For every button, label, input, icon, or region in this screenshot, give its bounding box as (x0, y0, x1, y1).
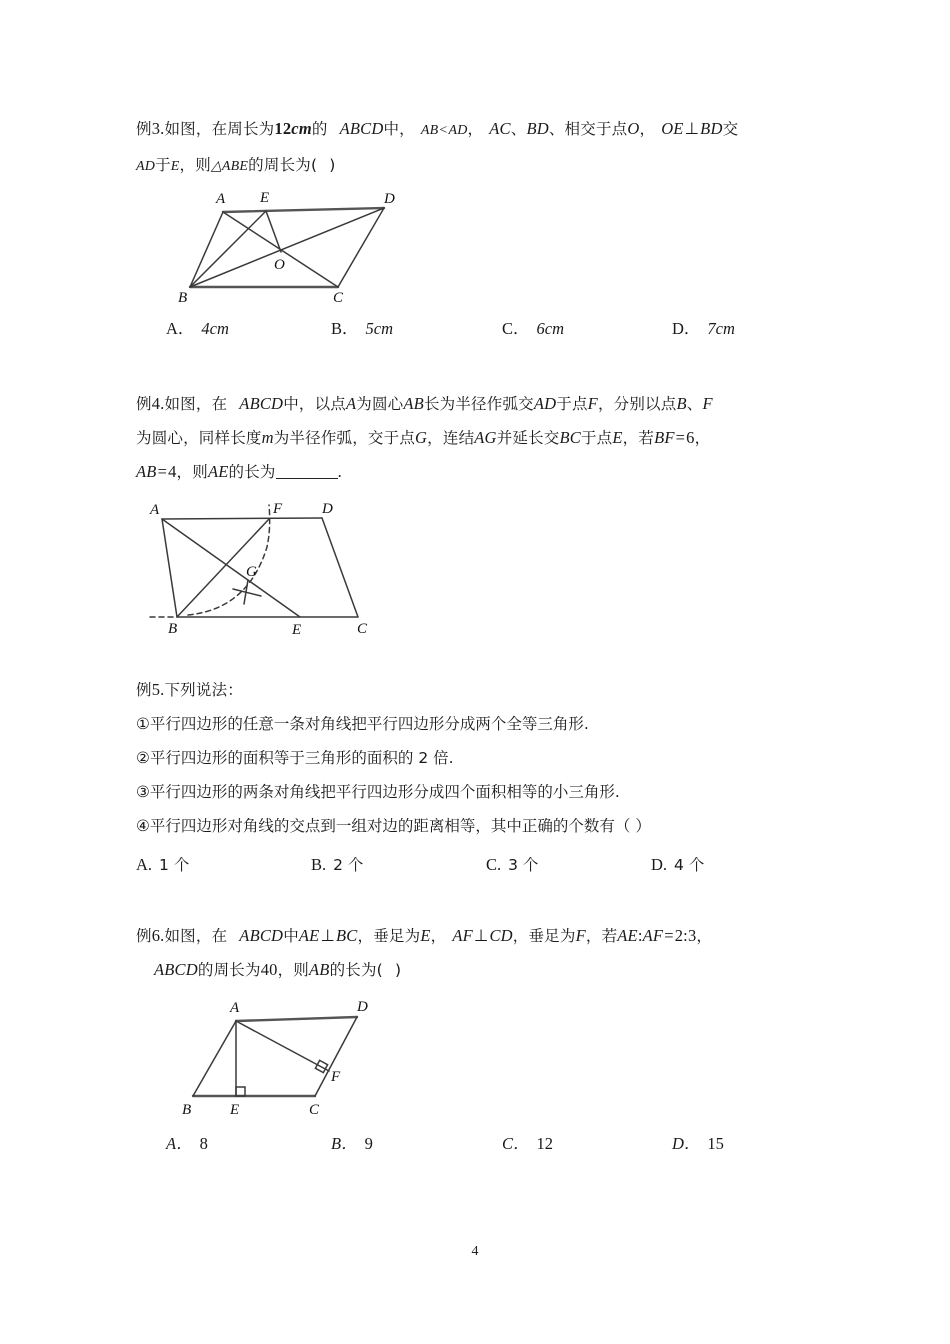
label-F: F (331, 1069, 341, 1085)
ex3-l2-p3: 的周长为( (248, 156, 318, 174)
ex3-l2-tri: △ABE (210, 159, 249, 174)
ex4-l3-abv: 4 (168, 462, 177, 481)
ex4-l2-bfv: 6 (686, 428, 695, 447)
ex3-l1-p6: 、 (510, 120, 527, 138)
example-3-figure (178, 190, 826, 305)
label-E: E (292, 622, 302, 637)
ex4-l3-ae: AE (207, 462, 229, 481)
example-4-line-1 (136, 387, 826, 421)
example-4-figure (140, 497, 826, 637)
right-angle-marker-E (236, 1087, 245, 1096)
ex5-statement-1: ①平行四边形的任意一条对角线把平行四边形分成两个全等三角形. (136, 715, 589, 733)
ex3-l1-p7: 、相交于点 (548, 120, 628, 138)
ex6-l2-p1: 的周长为 (197, 961, 261, 979)
ex3-l1-seg1: AC (489, 119, 511, 138)
ex4-l2-p7: ， (694, 429, 711, 447)
ex3-l1-p1: 例 (136, 120, 152, 138)
example-6-diagram-svg (172, 995, 422, 1120)
ex6-l1-p7: ，若 (585, 927, 618, 945)
ex3-choice-C-label: C． (502, 319, 530, 338)
example-5-title (136, 673, 826, 707)
ex4-l1-p3: 中，以点 (283, 395, 346, 413)
ex3-l1-p2: 如图，在周长为 (164, 120, 275, 138)
ex3-choice-A-value: 4 (201, 319, 210, 338)
ex4-l1-quad: ABCD (239, 394, 284, 413)
ex6-choice-A-value: 8 (199, 1134, 208, 1153)
ex6-l1-perp2: ⊥ (473, 926, 489, 945)
page-content (136, 112, 826, 1160)
ex4-l1-p5: 长为半径作弧交 (423, 395, 534, 413)
label-A: A (216, 191, 226, 207)
ex6-l2-p3: 的长为( (329, 961, 383, 979)
ex4-l1-p8: 、 (686, 395, 703, 413)
ex4-l1-p4: 为圆心 (356, 395, 404, 413)
ex4-l2-g: G (415, 428, 428, 447)
ex3-l1-ineq-op: < (439, 123, 448, 138)
ex5-choice-B-value: 2 个 (333, 856, 364, 874)
seg-AD (236, 1017, 357, 1021)
ex6-choice-C-label: C． (502, 1134, 530, 1153)
example-5-choices (136, 853, 826, 883)
ex4-l1-p1: 例 (136, 395, 152, 413)
label-C: C (357, 621, 368, 637)
ex3-l1-p5: ， (467, 120, 484, 138)
ex4-l1-f2: F (702, 394, 713, 413)
ex3-choice-D[interactable] (672, 315, 735, 339)
ex3-l1-num: 3. (151, 119, 165, 138)
ex6-choice-A-label: A． (166, 1134, 193, 1153)
ex5-statement-4: ④平行四边形对角线的交点到一组对边的距离相等，其中正确的个数有（ ） (136, 817, 651, 835)
ex3-l2-seg: AD (136, 159, 156, 174)
ex6-choice-D[interactable] (672, 1130, 724, 1154)
ex4-l1-p7: ，分别以点 (597, 395, 677, 413)
ex3-l1-p4: 中， (383, 120, 415, 138)
ex4-l1-p6: 于点 (556, 395, 588, 413)
ex4-l2-ag: AG (474, 428, 497, 447)
example-5-block (136, 673, 826, 883)
ex3-choice-D-label: D． (672, 319, 701, 338)
ex3-l2-p1: 于 (155, 156, 171, 174)
ex5-choice-B-label: B. (311, 855, 327, 874)
seg-AE (162, 519, 300, 617)
example-6-choices (166, 1130, 826, 1160)
ex4-l3-p2: 的长为 (228, 463, 276, 481)
ex6-choice-A[interactable] (166, 1130, 208, 1154)
ex3-choice-C[interactable] (502, 315, 564, 339)
example-4-line-2 (136, 421, 826, 455)
example-4-diagram-svg (140, 497, 410, 637)
ex3-l2-pt: E (170, 159, 180, 174)
ex4-l3-eq: = (157, 462, 168, 481)
ex6-l1-perp: ⊥ (320, 926, 336, 945)
ex3-choice-D-value: 7 (707, 319, 716, 338)
ex6-l1-p3: 中 (283, 927, 299, 945)
seg-AD (223, 208, 384, 212)
seg-DC (322, 518, 358, 617)
seg-EO (266, 211, 281, 252)
ex4-l2-bf: BF (654, 428, 675, 447)
label-D: D (384, 191, 395, 207)
ex4-l3-p3: . (337, 462, 342, 481)
ex4-l1-p2: 如图，在 (164, 395, 228, 413)
ex6-l1-ratio-l: AE (617, 926, 638, 945)
seg-AB (193, 1021, 236, 1096)
ex5-choice-C[interactable] (486, 853, 538, 875)
ex6-choice-B[interactable] (331, 1130, 373, 1154)
ex3-l1-perp-l: OE (661, 119, 684, 138)
ex6-choice-C-value: 12 (536, 1134, 554, 1153)
seg-AF (236, 1021, 329, 1071)
ex3-choice-A-label: A． (166, 319, 195, 338)
example-3-line-1 (136, 112, 826, 148)
ex6-choice-D-label: D． (672, 1134, 701, 1153)
ex6-l1-p6: ，垂足为 (512, 927, 576, 945)
example-3-line-2 (136, 148, 826, 184)
seg-DC (338, 208, 384, 287)
ex6-l2-perim: 40 (260, 960, 278, 979)
ex5-t-p1: 例 (136, 681, 152, 699)
example-3-choices (166, 315, 826, 345)
ex6-choice-C[interactable] (502, 1130, 553, 1154)
example-3-block (136, 112, 826, 345)
label-D: D (322, 501, 333, 517)
ex3-choice-B[interactable] (331, 315, 393, 339)
label-E: E (260, 190, 270, 206)
label-B: B (178, 290, 188, 305)
ex6-l2-quad: ABCD (154, 960, 198, 979)
ex3-l1-p3: 的 (311, 120, 328, 138)
ex4-l1-b: B (676, 394, 687, 413)
ex6-l1-cd: CD (489, 926, 513, 945)
ex4-l1-ad: AD (533, 394, 557, 413)
ex5-choice-A-value: 1 个 (159, 856, 190, 874)
example-4-block (136, 387, 826, 637)
ex6-l1-num: 6. (151, 926, 165, 945)
arc-center-A (188, 505, 270, 615)
ex5-choice-C-label: C. (486, 855, 502, 874)
ex5-choice-D-value: 4 个 (674, 856, 705, 874)
ex6-l1-quad: ABCD (239, 926, 284, 945)
label-G: G (246, 564, 257, 580)
ex4-l2-p4: 并延长交 (496, 429, 560, 447)
label-B: B (168, 621, 178, 637)
label-F: F (273, 501, 283, 517)
ex3-choice-C-unit: cm (544, 319, 565, 338)
ex6-l1-p4: ，垂足为 (357, 927, 421, 945)
example-6-block (136, 919, 826, 1160)
ex5-choice-B[interactable] (311, 853, 363, 875)
ex6-l1-f: F (575, 926, 586, 945)
ex4-l1-f: F (587, 394, 598, 413)
ex5-choice-A-label: A. (136, 855, 153, 874)
ex6-l1-p8: ， (696, 927, 713, 945)
ex3-choice-B-label: B． (331, 319, 359, 338)
ex6-l1-e: E (420, 926, 431, 945)
seg-AD (162, 518, 322, 519)
ex6-l1-af: AF (452, 926, 473, 945)
ex4-l2-e: E (612, 428, 623, 447)
ex3-l1-ineq-r: AD (448, 123, 468, 138)
ex6-l1-ae: AE (298, 926, 320, 945)
label-A: A (150, 502, 160, 518)
label-O: O (274, 257, 285, 273)
ex4-l3-p1: ，则 (176, 463, 208, 481)
label-A: A (230, 1000, 240, 1016)
example-6-line-1 (136, 919, 826, 953)
ex3-l1-quad: ABCD (339, 119, 384, 138)
ex6-l1-ratio-v: 2:3 (674, 926, 697, 945)
ex4-l2-p3: ，连结 (427, 429, 475, 447)
seg-BE (190, 211, 266, 287)
ex3-l1-p9: 交 (722, 120, 739, 138)
ex3-choice-A[interactable] (166, 315, 229, 339)
ex6-l1-colon: : (637, 926, 643, 945)
ex5-choice-C-value: 3 个 (508, 856, 539, 874)
ex3-choice-B-value: 5 (365, 319, 374, 338)
ex3-choice-B-unit: cm (373, 319, 394, 338)
ex3-l2-p4: ) (329, 156, 336, 174)
ex6-l1-bc: BC (336, 926, 358, 945)
ex6-l1-eq: = (664, 926, 674, 945)
example-6-line-2 (136, 953, 826, 987)
ex6-choice-B-label: B． (331, 1134, 358, 1153)
page-number: 4 (471, 1244, 479, 1259)
label-E: E (230, 1102, 240, 1118)
ex4-l1-a: A (346, 394, 357, 413)
ex5-choice-D-label: D. (651, 855, 668, 874)
ex4-l1-ab: AB (403, 394, 424, 413)
ex6-l2-p2: ，则 (277, 961, 310, 979)
ex6-l1-p1: 例 (136, 927, 152, 945)
ex3-choice-D-unit: cm (715, 319, 735, 338)
ex4-answer-blank[interactable] (276, 464, 338, 479)
ex4-l1-num: 4. (151, 394, 165, 413)
ex5-choice-A[interactable] (136, 853, 189, 875)
seg-AB (162, 519, 177, 617)
ex3-l1-p8: ， (639, 120, 656, 138)
ex3-l1-seg2: BD (526, 119, 549, 138)
ex3-l2-p2: ，则 (179, 156, 211, 174)
ex4-l2-p6: ，若 (622, 429, 655, 447)
ex3-choice-A-unit: cm (209, 319, 229, 338)
example-3-diagram-svg (178, 190, 418, 305)
example-4-line-3 (136, 455, 826, 489)
label-C: C (333, 290, 344, 305)
ex4-l2-bc: BC (559, 428, 581, 447)
ex6-choice-D-value: 15 (707, 1134, 724, 1153)
ex5-choice-D[interactable] (651, 853, 704, 875)
ex5-statement-3: ③平行四边形的两条对角线把平行四边形分成四个面积相等的小三角形. (136, 783, 620, 801)
ex3-l1-perp-op: ⊥ (684, 119, 700, 138)
label-D: D (357, 999, 368, 1015)
ex4-l2-m: m (261, 428, 274, 447)
ex5-statement-2: ②平行四边形的面积等于三角形的面积的 2 倍. (136, 749, 454, 767)
label-B: B (182, 1102, 192, 1118)
ex3-l1-pt1: O (627, 119, 640, 138)
ex4-l2-eq: = (675, 428, 686, 447)
ex3-l1-perp-r: BD (700, 119, 723, 138)
ex6-l2-p4: ) (394, 961, 402, 979)
ex6-choice-B-value: 9 (364, 1134, 373, 1153)
ex3-l1-v1: 12 (274, 119, 292, 138)
ex5-t-p2: 下列说法： (164, 681, 243, 699)
ex4-l2-p5: 于点 (580, 429, 613, 447)
ex4-l2-p1: 为圆心，同样长度 (136, 429, 262, 447)
ex4-l3-ab: AB (136, 462, 157, 481)
label-C: C (309, 1102, 320, 1118)
ex3-l1-ineq-l: AB (420, 123, 439, 138)
ex3-choice-C-value: 6 (536, 319, 545, 338)
ex4-l2-p2: 为半径作弧，交于点 (273, 429, 416, 447)
ex3-l1-v1-unit: cm (291, 119, 312, 138)
ex6-l1-p5: ， (430, 927, 447, 945)
ex6-l1-ratio-r: AF (642, 926, 664, 945)
ex6-l2-ab: AB (309, 960, 330, 979)
ex6-l1-p2: 如图，在 (164, 927, 228, 945)
example-6-figure (172, 995, 826, 1120)
ex5-t-num: 5. (151, 680, 165, 699)
